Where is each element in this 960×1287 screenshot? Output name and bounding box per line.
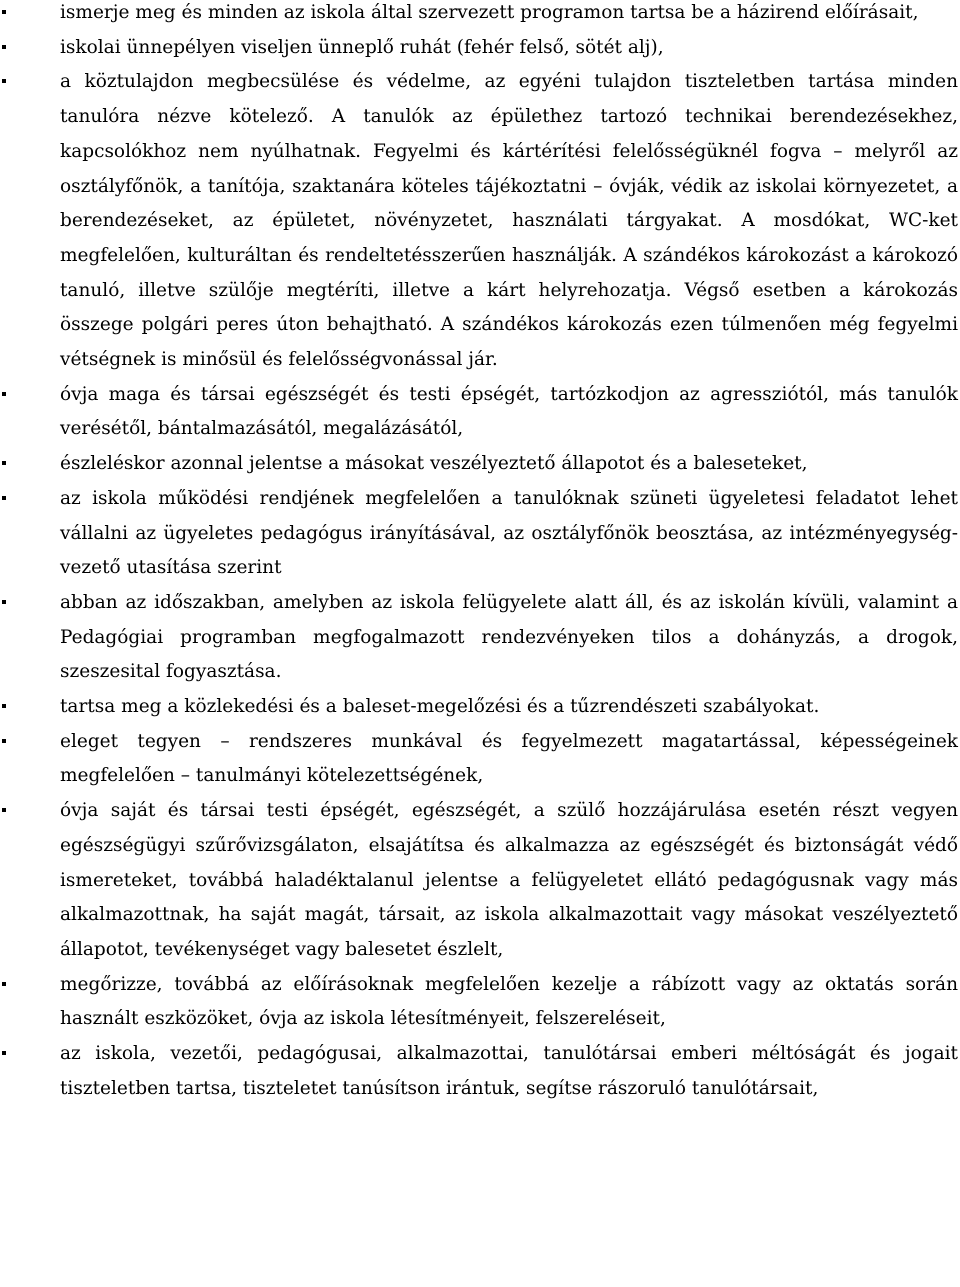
list-item-text: tartsa meg a közlekedési és a baleset-megelőzési és a tűzrendészeti szabályokat. <box>60 696 820 718</box>
list-item-text: a köztulajdon megbecsülése és védelme, az egyéni tulajdon tiszteletben tartása minden tanulóra nézve kötelező. A tanulók az épülethez tartozó technikai berendezésekhez, kapcsolókhoz nem nyúlhatnak. Fegyelmi és kártérítési felelősségüknél fogva – melyről az osztályfőnök, a tanítója, szaktanára köteles tájékoztatni – óvják, védik az iskolai környezetet, a berendezéseket, az épületet, növényzetet, használati tárgyakat. A mosdókat, WC-ket megfelelően, kulturáltan és rendeltetésszerűen használják. A szándékos károkozást a károkozó tanuló, illetve szülője megtéríti, illetve a kárt helyrehozatja. Végső esetben a károkozás összege polgári peres úton behajtható. A szándékos károkozás ezen túlmenően még fegyelmi vétségnek is minősül és felelősségvonással jár. <box>60 71 958 371</box>
bullet-icon <box>2 461 6 465</box>
bullet-icon <box>2 600 6 604</box>
list-item <box>0 968 960 1037</box>
list-item-text: iskolai ünnepélyen viseljen ünneplő ruhát (fehér felső, sötét alj), <box>60 36 664 58</box>
list-item <box>0 447 960 482</box>
list-item-text: abban az időszakban, amelyben az iskola felügyelete alatt áll, és az iskolán kívüli, valamint a Pedagógiai programban megfogalmazott rendezvényeken tilos a dohányzás, a drogok, szeszesital fogyasztása. <box>60 591 958 683</box>
list-item <box>0 378 960 447</box>
list-item <box>0 1037 960 1106</box>
list-item <box>0 31 960 66</box>
bullet-icon <box>2 1051 6 1055</box>
list-item <box>0 725 960 794</box>
list-item <box>0 794 960 968</box>
list-item-text: észleléskor azonnal jelentse a másokat veszélyeztető állapotot és a baleseteket, <box>60 453 808 475</box>
list-item <box>0 690 960 725</box>
bullet-icon <box>2 10 6 14</box>
list-item-text: megőrizze, továbbá az előírásoknak megfelelően kezelje a rábízott vagy az oktatás során használt eszközöket, óvja az iskola létesítményeit, felszereléseit, <box>60 973 958 1030</box>
bullet-icon <box>2 392 6 396</box>
list-item-text: ismerje meg és minden az iskola által szervezett programon tartsa be a házirend előírásait, <box>60 2 919 23</box>
list-item-text: óvja maga és társai egészségét és testi épségét, tartózkodjon az agressziótól, más tanulók verésétől, bántalmazásától, megalázásától, <box>60 383 958 440</box>
list-item <box>0 482 960 586</box>
bullet-icon <box>2 739 6 743</box>
list-item-text: eleget tegyen – rendszeres munkával és fegyelmezett magatartással, képességeinek megfelelően – tanulmányi kötelezettségének, <box>60 730 958 787</box>
list-item-text: óvja saját és társai testi épségét, egészségét, a szülő hozzájárulása esetén részt vegyen egészségügyi szűrővizsgálaton, elsajátítsa és alkalmazza az egészségét és biztonságát védő ismereteket, továbbá haladéktalanul jelentse a felügyeletet ellátó pedagógusnak vagy más alkalmazottnak, ha saját magát, társait, az iskola alkalmazottait vagy másokat veszélyeztető állapotot, tevékenységet vagy balesetet észlelt, <box>60 800 958 960</box>
bullet-icon <box>2 496 6 500</box>
bullet-icon <box>2 45 6 49</box>
list-item <box>0 65 960 377</box>
bullet-icon <box>2 808 6 812</box>
list-item-text: az iskola működési rendjének megfelelően a tanulóknak szüneti ügyeletesi feladatot lehet vállalni az ügyeletes pedagógus irányításával, az osztályfőnök beosztása, az intézményegység-vezető utasítása szerint <box>60 487 958 579</box>
bullet-icon <box>2 79 6 83</box>
list-item <box>0 586 960 690</box>
bullet-icon <box>2 704 6 708</box>
bullet-icon <box>2 982 6 986</box>
list-item <box>0 0 960 31</box>
list-item-text: az iskola, vezetői, pedagógusai, alkalmazottai, tanulótársai emberi méltóságát és jogait tiszteletben tartsa, tiszteletet tanúsítson irántuk, segítse rászoruló tanulótársait, <box>60 1043 958 1099</box>
